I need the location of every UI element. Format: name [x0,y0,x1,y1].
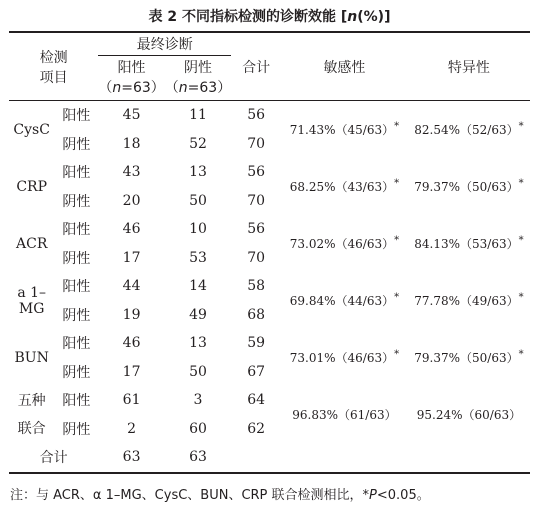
row-negative-label: 阴性 [62,364,91,381]
total-row-label: 合计 [39,450,68,467]
table-row [9,215,530,244]
cell-neg-pos: 19 [122,306,141,323]
significance-mark: * [394,235,400,246]
cell-pos-pos: 61 [122,392,141,409]
table-title [0,6,539,26]
row-positive-label: 阳性 [62,108,91,125]
header-item [9,32,98,101]
total-positive: 63 [122,449,141,466]
significance-mark: * [518,292,524,303]
cell-pos-neg: 13 [189,335,207,352]
cell-neg-total: 70 [247,135,266,152]
row-negative-label: 阴性 [62,307,91,324]
note-p: P [369,488,377,503]
cell-neg-neg: 50 [189,192,207,209]
cell-neg-pos: 2 [127,420,137,437]
cell-neg-pos: 17 [122,363,141,380]
cell-neg-total: 70 [247,249,266,266]
cell-pos-total: 58 [247,278,266,295]
row-negative-label: 阴性 [62,193,91,210]
cell-pos-pos: 45 [122,107,141,124]
cell-neg-neg: 50 [189,363,207,380]
header-positive-label: 阳性 [117,60,146,76]
header-sensitivity: 敏感性 [281,32,408,101]
cell-neg-neg: 52 [189,135,207,152]
cell-pos-total: 64 [247,392,266,409]
cell-neg-total: 62 [247,420,266,437]
cell-sensitivity: 71.43%（45/63）* [289,121,400,137]
significance-mark: * [518,121,524,132]
title-suffix: (%)] [357,9,391,25]
header-item-line2: 项目 [39,69,68,86]
cell-pos-total: 56 [247,164,266,181]
note-prefix: 注：与 ACR、α 1–MG、CysC、BUN、CRP 联合检测相比，* [10,488,370,503]
cell-specificity: 79.37%（50/63）* [414,349,524,365]
note-suffix: <0.05。 [376,488,430,503]
significance-mark: * [394,292,400,303]
cell-sensitivity: 96.83%（61/63） [292,408,397,422]
row-item-name: ACR [16,235,48,252]
row-positive-label: 阳性 [62,393,91,410]
cell-neg-neg: 53 [189,249,207,266]
cell-neg-total: 68 [247,306,266,323]
header-specificity: 特异性 [408,32,530,101]
cell-sensitivity: 69.84%（44/63）* [289,292,400,308]
row-negative-label: 阴性 [62,136,91,153]
cell-specificity: 82.54%（52/63）* [414,121,524,137]
cell-neg-total: 70 [247,192,266,209]
cell-pos-neg: 11 [189,107,207,124]
row-negative-label: 阴性 [62,421,91,438]
cell-pos-neg: 10 [189,221,207,238]
header-total: 合计 [231,32,281,101]
header-negative-n: （n=63） [164,80,232,96]
table-body [9,101,530,473]
cell-neg-total: 67 [247,363,266,380]
cell-pos-total: 56 [247,107,266,124]
row-item-name: CRP [16,178,48,195]
significance-mark: * [394,178,400,189]
row-item-name: 五种联合 [17,392,46,437]
cell-pos-pos: 43 [122,164,141,181]
cell-sensitivity: 68.25%（43/63）* [289,178,400,194]
title-prefix: 表 2 不同指标检测的诊断效能 [ [148,9,348,25]
cell-neg-pos: 20 [122,192,141,209]
cell-sensitivity: 73.02%（46/63）* [289,235,400,251]
significance-mark: * [394,121,400,132]
cell-specificity: 79.37%（50/63）* [414,178,524,194]
significance-mark: * [518,349,524,360]
cell-sensitivity: 73.01%（46/63）* [289,349,400,365]
cell-neg-neg: 60 [189,420,207,437]
cell-pos-pos: 46 [122,335,141,352]
table-row [9,158,530,187]
total-negative: 63 [189,449,207,466]
cell-specificity: 95.24%（60/63） [416,408,522,422]
header-positive [98,56,164,101]
total-row [9,443,530,473]
title-n: n [347,9,358,25]
cell-pos-neg: 3 [193,392,203,409]
cell-neg-pos: 17 [122,249,141,266]
table-row [9,329,530,358]
significance-mark: * [394,349,400,360]
row-negative-label: 阴性 [62,250,91,267]
header-positive-n: （n=63） [98,80,165,96]
table-row [9,272,530,301]
diagnostic-efficacy-table [9,31,530,474]
cell-neg-pos: 18 [122,135,141,152]
header-item-line1: 检测 [39,49,68,66]
row-positive-label: 阳性 [62,165,91,182]
row-positive-label: 阳性 [62,336,91,353]
cell-specificity: 77.78%（49/63）* [414,292,524,308]
header-final-diagnosis: 最终诊断 [98,32,231,56]
cell-pos-total: 59 [247,335,266,352]
cell-pos-neg: 13 [189,164,207,181]
row-item-name: CysC [13,121,50,138]
cell-pos-total: 56 [247,221,266,238]
header-negative-label: 阴性 [183,60,212,76]
row-positive-label: 阳性 [62,222,91,239]
significance-mark: * [518,178,524,189]
cell-pos-neg: 14 [189,278,207,295]
cell-pos-pos: 44 [122,278,141,295]
cell-specificity: 84.13%（53/63）* [414,235,524,251]
row-positive-label: 阳性 [62,279,91,296]
header-negative [165,56,231,101]
cell-neg-neg: 49 [189,306,207,323]
row-item-name: a 1–MG [17,284,47,317]
table-row [9,386,530,415]
significance-mark: * [518,235,524,246]
cell-pos-pos: 46 [122,221,141,238]
table-row [9,101,530,130]
table-footnote [10,484,430,503]
row-item-name: BUN [14,349,49,366]
